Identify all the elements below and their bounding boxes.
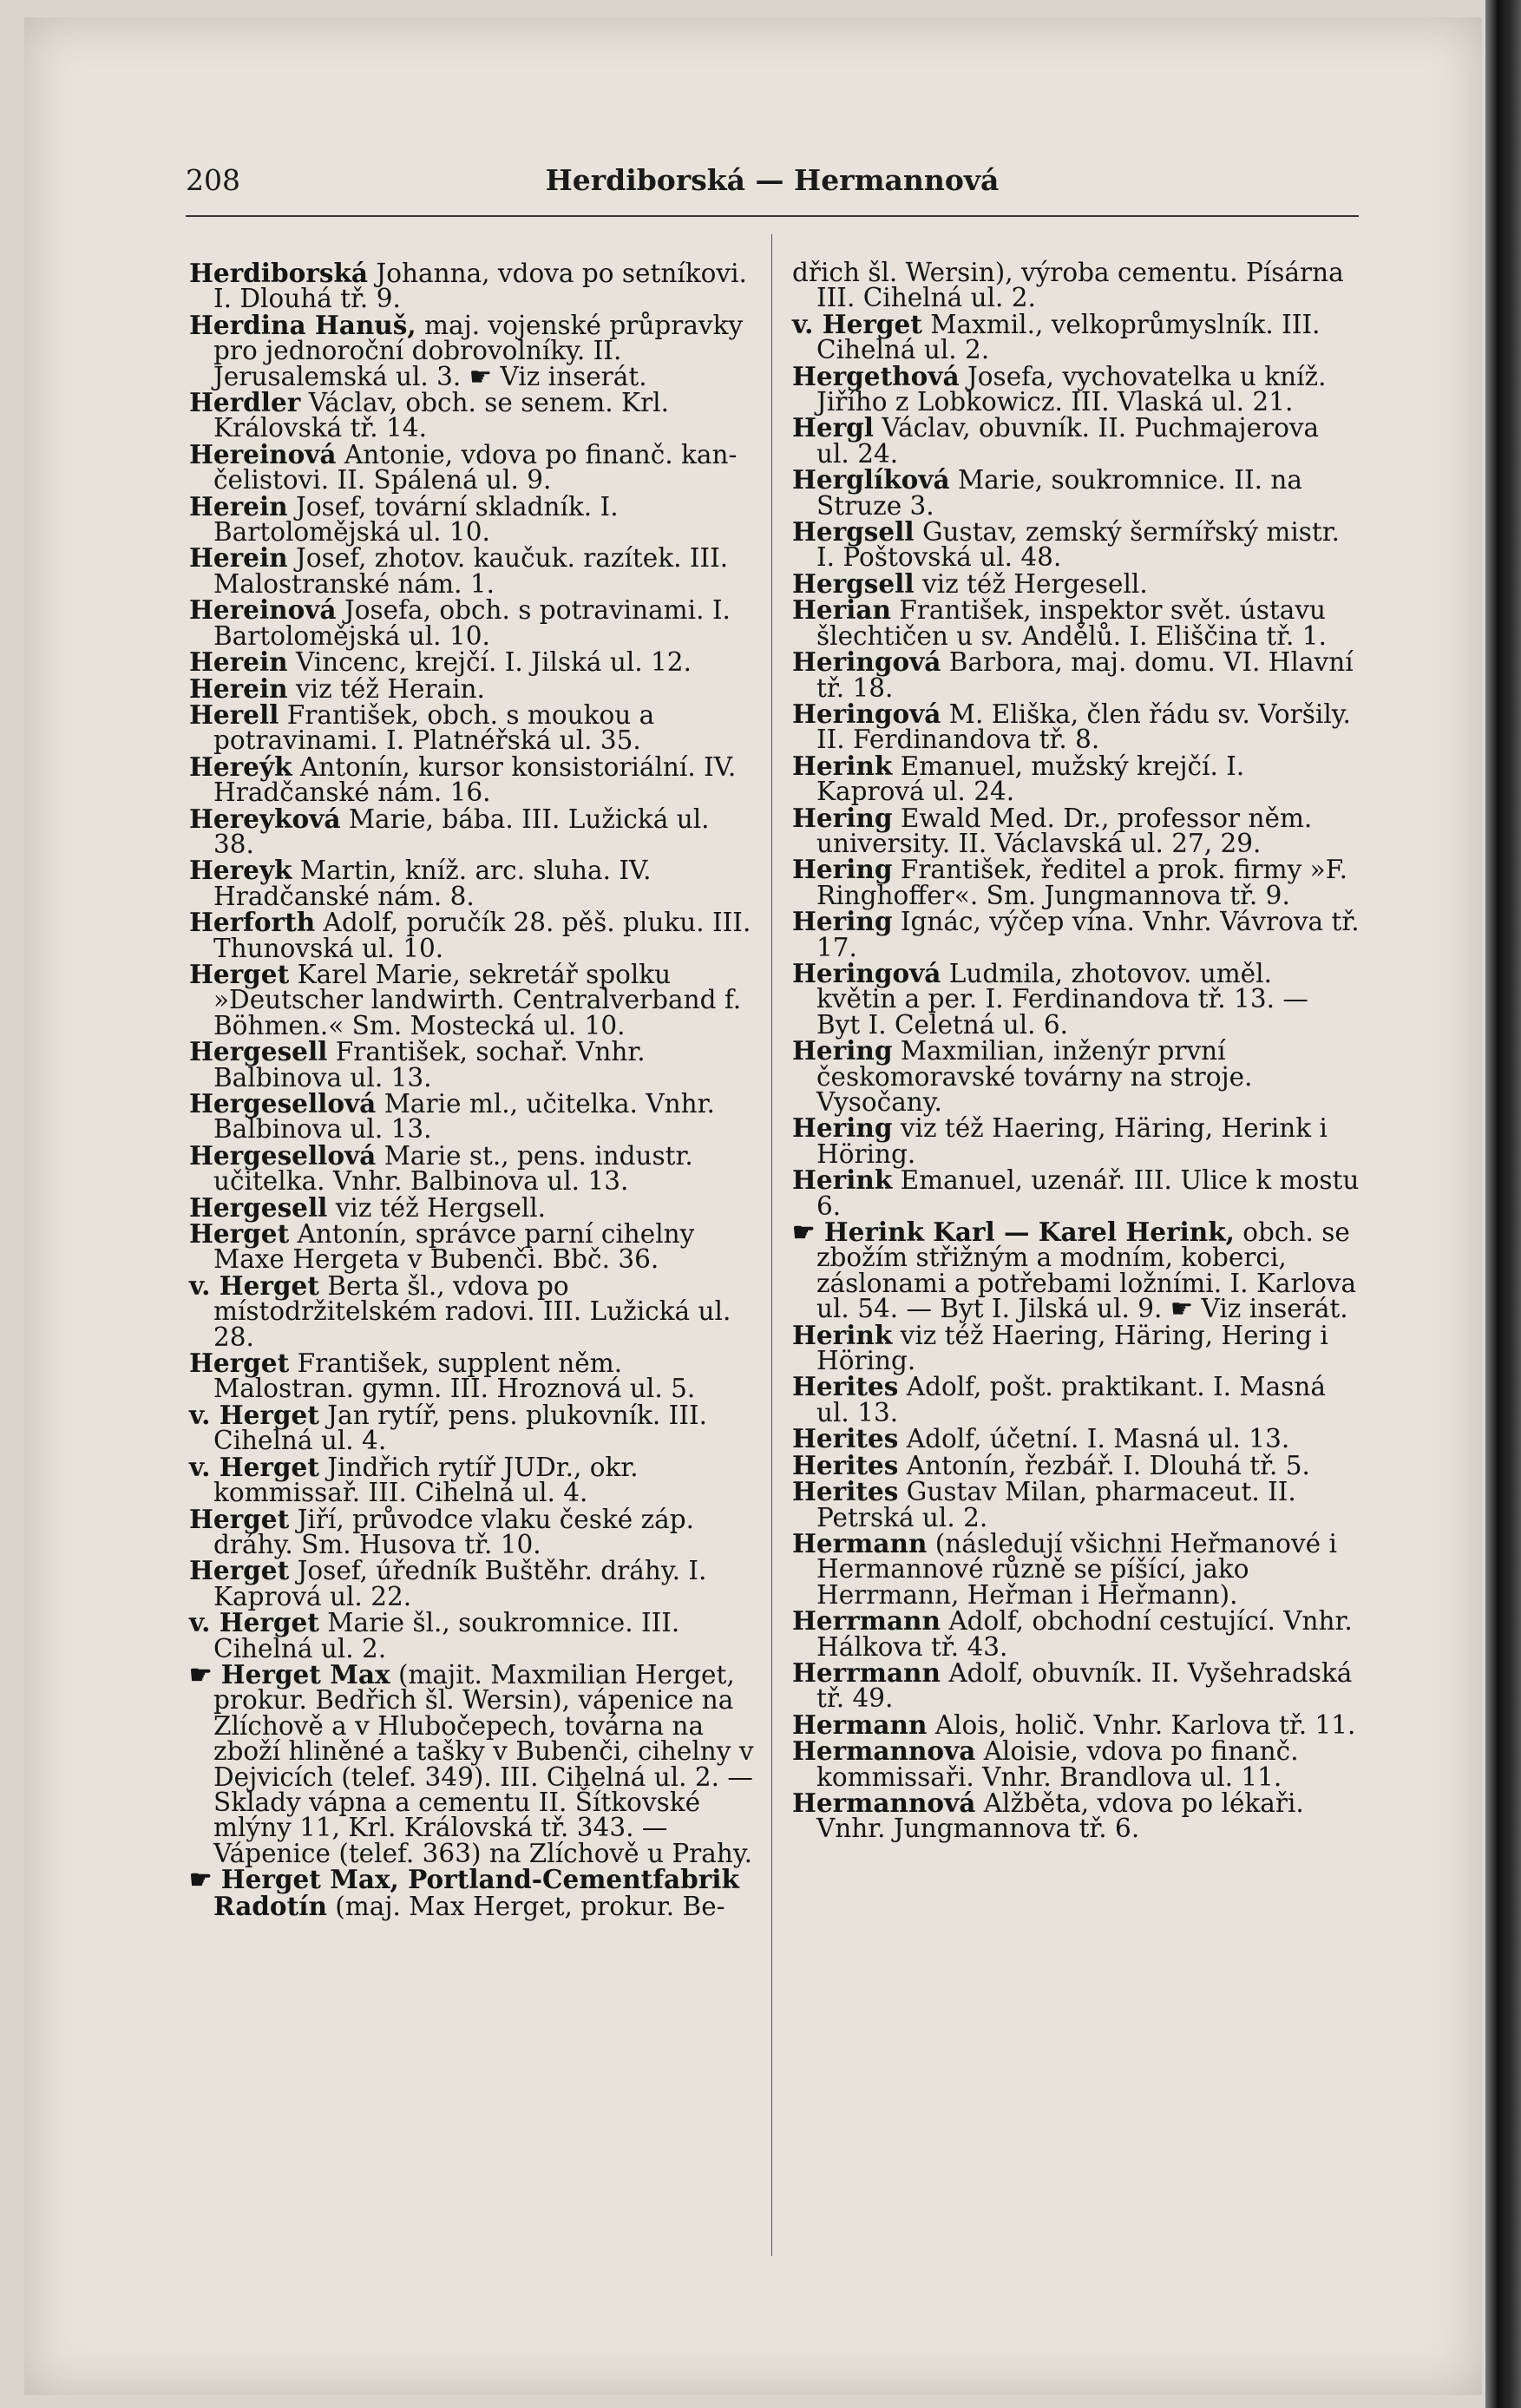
entry-details: Marie st., pens. industr. učitelka. Vnhr. Balbinova ul. 13. [213,1140,693,1197]
entry-details: Ignác, výčep vína. Vnhr. Vávrova tř. 17. [816,907,1360,962]
entry-name: ☛ Herget Max [189,1658,390,1690]
directory-entry [189,542,757,599]
entry-details: Gustav Milan, pharmaceut. II. Petrská ul. 2. [816,1477,1296,1532]
entry-name: v. Herget [189,1607,319,1638]
directory-entry [792,646,1360,703]
directory-entry [792,1449,1360,1480]
directory-entry [189,1399,757,1456]
entry-name: Hermannová [792,1787,976,1818]
directory-entry [792,308,1360,365]
entry-details: Václav, obuvník. II. Puchmajerova ul. 24. [816,413,1320,469]
directory-entry [792,906,1360,962]
entry-details: Karel Marie, sekretář spolku »Deutscher landwirth. Centralverband f. Böhmen.« Sm. Mostecká ul. 10. [213,959,742,1040]
entry-details: František, sochař. Vnhr. Balbinova ul. 13. [213,1037,646,1092]
entry-details: Maxmil., velkoprůmyslník. III. Cihelná ul. 2. [816,309,1321,365]
entry-name: Herglíková [792,464,950,495]
entry-name: Herein [189,673,288,704]
directory-entry [189,438,757,495]
page-number: 208 [186,163,240,197]
entry-name: Herian [792,594,891,626]
directory-entry [792,1709,1360,1740]
directory-entry [189,958,757,1040]
entry-name: Hermann [792,1527,928,1558]
entry-details: Adolf, obuvník. II. Vyšehradská tř. 49. [816,1657,1353,1714]
entry-name: Hereyková [189,803,341,834]
entry-details: Antonín, kursor konsistoriální. IV. Hradčanské nám. 16. [213,751,737,808]
running-title: Herdiborská — Hermannová [545,163,1000,197]
entry-name: Hergesell [189,1036,328,1067]
directory-entry [189,1658,757,1868]
directory-entry [792,360,1360,417]
directory-entry [189,699,757,756]
entry-name: Hergl [792,412,875,443]
entry-name: Herdiborská [189,258,369,288]
entry-details: Antonín, správce parní cihelny Maxe Hergeta v Bubenči. Bbč. 36. [213,1219,695,1275]
entry-name: Herein [189,490,288,522]
directory-entry [792,1112,1360,1169]
directory-entry [189,1607,757,1663]
directory-entry [792,516,1360,573]
entry-name: Herink [792,1319,893,1350]
directory-entry [189,1503,757,1559]
entry-details: viz též Herain. [287,673,485,704]
entry-details: M. Eliška, člen řádu sv. Voršily. II. Ferdinandova tř. 8. [816,699,1351,755]
directory-entry [792,1735,1360,1792]
directory-entry [189,673,757,704]
entry-details: Josef, zhotov. kaučuk. razítek. III. Malostranské nám. 1. [213,543,729,599]
directory-entry [792,856,1360,909]
directory-entry [792,1319,1360,1376]
entry-details: Josef, úředník Buštěhr. dráhy. I. Kaprová ul. 22. [213,1556,707,1611]
directory-entry [792,1035,1360,1117]
directory-entry [792,1423,1360,1454]
entry-name: Herget [189,1218,290,1250]
directory-entry [189,1864,757,1921]
entry-name: Herein [189,646,288,678]
entry-details: Antonín, řezbář. I. Dlouhá tř. 5. [898,1450,1310,1480]
entry-name: Hermann [792,1709,928,1740]
entry-details: dřich šl. Wersin), výroba cementu. Písárna III. Cihelná ul. 2. [792,258,1344,313]
entry-details: maj. vojenské průpravky pro jednoroční dobrovolníky. II. Jerusalemská ul. 3. ☛ Viz inserát. [213,310,744,391]
entry-name: Hereyk [189,855,292,886]
directory-entry [189,1088,757,1145]
entry-name: Hergesellová [189,1139,377,1171]
right-column [792,260,1360,1842]
entry-name: Herget [189,958,290,989]
entry-name: Herget [189,1348,290,1379]
entry-name: Hering [792,906,893,937]
entry-name: v. Herget [189,1451,319,1482]
directory-entry [189,309,757,391]
entry-name: ☛ Herink Karl — Karel Herink, [792,1217,1235,1248]
directory-entry [792,957,1360,1040]
directory-entry [189,646,757,678]
directory-entry [189,751,757,808]
entry-name: Herrmann [792,1605,941,1637]
entry-name: Hergesellová [189,1088,377,1119]
entry-name: Hering [792,1112,893,1144]
entry-name: Hergsell [792,516,915,548]
directory-entry [792,1605,1360,1662]
entry-details: (následují všichni Heřmanové i Hermannové různě se píšící, jako Herrmann, Heřman i Heřmann). [816,1528,1337,1610]
directory-entry [792,1371,1360,1427]
entry-name: Hering [792,854,893,885]
entry-details: Marie, soukromnice. II. na Struze 3. [816,465,1302,521]
directory-entry [792,1527,1360,1610]
entry-details: Josef, tovární skladník. I. Bartolomějská ul. 10. [213,491,619,548]
directory-entry [189,857,757,909]
entry-name: v. Herget [189,1270,319,1301]
directory-entry [189,1036,757,1092]
book-gutter [1485,0,1521,2408]
entry-name: Hering [792,802,893,833]
entry-name: Hering [792,1035,893,1066]
entry-name: ☛ Herget Max, Portland-Cementfabrik Radotín [189,1864,739,1921]
entry-details: viz též Haering, Häring, Hering i Höring. [816,1320,1328,1376]
entry-details: Berta šl., vdova po místodržitelském radovi. III. Lužická ul. 28. [213,1270,731,1352]
directory-entry [792,1167,1360,1219]
directory-entry [189,594,757,651]
entry-details: František, obch. s moukou a potravinami. I. Platnéřská ul. 35. [213,699,655,756]
directory-entry [792,1657,1360,1714]
entry-details: obch. se zbožím střižným a modním, koberci, záslonami a potřebami ložními. I. Karlova ul. 54. — Byt I. Jilská ul. 9. ☛ Viz inserát. [816,1217,1357,1324]
entry-details: František, inspektor svět. ústavu šlechtičen u sv. Andělů. I. Eliščina tř. 1. [816,595,1327,651]
entry-details: Marie ml., učitelka. Vnhr. Balbinova ul. 13. [213,1089,715,1145]
entry-details: Ewald Med. Dr., professor něm. university. II. Václavská ul. 27, 29. [816,803,1313,858]
entry-details: Maxmilian, inženýr první českomoravské továrny na stroje. Vysočany. [816,1036,1253,1117]
entry-name: Herink [792,1165,893,1196]
entry-details: Johanna, vdova po setníkovi. I. Dlouhá tř. 9. [213,259,747,314]
entry-details: František, ředitel a prok. firmy »F. Ringhoffer«. Sm. Jungmannova tř. 9. [816,855,1347,910]
entry-details: Josefa, obch. s potravinami. I. Bartolomějská ul. 10. [213,595,731,651]
entry-name: Hereinová [189,438,337,469]
entry-details: Adolf, účetní. I. Masná ul. 13. [898,1424,1290,1454]
entry-details: Ludmila, zhotovov. uměl. květin a per. I. Ferdinandova tř. 13. — Byt I. Celetná ul. 6. [816,958,1308,1040]
directory-entry [792,464,1360,521]
entry-details: Aloisie, vdova po finanč. kommissaři. Vnhr. Brandlova ul. 11. [816,1736,1299,1792]
entry-details: Antonie, vdova po finanč. kan- čelistovi. II. Spálená ul. 9. [213,439,738,495]
column-divider [771,234,772,2256]
entry-name: Hergsell [792,568,915,599]
entry-name: Herforth [189,907,316,938]
entry-details: Martin, kníž. arc. sluha. IV. Hradčanské nám. 8. [213,856,652,911]
entry-name: Herell [189,699,279,730]
directory-entry [792,1219,1360,1322]
entry-name: Hergesell [189,1191,328,1223]
entry-details: Marie šl., soukromnice. III. Cihelná ul. 2. [213,1608,680,1663]
directory-entry [189,909,757,961]
entry-details: Emanuel, uzenář. III. Ulice k mostu 6. [816,1165,1360,1221]
entry-details: viz též Hergsell. [327,1192,547,1223]
entry-details: Jan rytíř, pens. plukovník. III. Cihelná ul. 4. [213,1400,708,1456]
entry-details: Jindřich rytíř JUDr., okr. kommissař. III. Cihelná ul. 4. [213,1452,639,1508]
entry-details: Vincenc, krejčí. I. Jilská ul. 12. [287,647,692,678]
entry-details: Emanuel, mužský krejčí. I. Kaprová ul. 24. [816,751,1245,807]
entry-details: Alžběta, vdova po lékaři. Vnhr. Jungmannova tř. 6. [816,1788,1304,1844]
entry-name: Herget [189,1503,290,1534]
directory-entry [189,1218,757,1275]
entry-details: viz též Hergesell. [914,568,1148,599]
directory-entry [189,1139,757,1197]
entry-name: Herites [792,1423,899,1454]
header-rule [186,215,1359,217]
entry-name: Hereinová [189,594,337,626]
entry-details: Marie, bába. III. Lužická ul. 38. [213,804,710,859]
entry-name: Heringová [792,646,941,678]
page-header [186,163,1359,208]
entry-name: Herget [189,1555,290,1586]
entry-name: Hergethová [792,360,960,391]
entry-name: Heringová [792,957,941,988]
directory-entry [792,594,1360,651]
directory-entry [189,490,757,548]
directory-entry [189,387,757,443]
directory-entry [189,260,757,312]
directory-entry [792,568,1360,599]
entry-details: (majit. Maxmilian Herget, prokur. Bedřich šl. Wersin), vápenice na Zlíchově a v Hlubočepech, továrna na zboží hliněné a tašky v Bubenči, cihelny v Dejvicích (telef. 349). III. Cihelná ul. 2. — Sklady vápna a cementu II. Šítkovské mlýny 11, Krl. Královská tř. 343. — Vápenice (telef. 363) na Zlíchově u Prahy. [213,1659,754,1868]
entry-name: Herdina Hanuš, [189,309,416,340]
entry-details: Jiří, průvodce vlaku české záp. dráhy. Sm. Husova tř. 10. [213,1504,694,1559]
entry-details: Alois, holič. Vnhr. Karlova tř. 11. [927,1709,1356,1740]
directory-entry [792,260,1360,312]
directory-entry [792,412,1360,469]
directory-entry [189,1555,757,1611]
entry-name: Heringová [792,698,941,729]
directory-entry [792,750,1360,807]
entry-name: Herites [792,1371,899,1402]
entry-details: (maj. Max Herget, prokur. Be- [326,1891,725,1921]
directory-entry [189,1350,757,1402]
entry-name: Hermannova [792,1735,976,1767]
entry-details: Gustav, zemský šermířský mistr. I. Poštovská ul. 48. [816,517,1340,573]
left-column [189,260,757,1919]
entry-name: Herink [792,750,893,781]
entry-details: Adolf, obchodní cestující. Vnhr. Hálkova tř. 43. [816,1606,1353,1662]
entry-details: František, supplent něm. Malostran. gymn. III. Hroznová ul. 5. [213,1348,696,1404]
entry-details: Barbora, maj. domu. VI. Hlavní tř. 18. [816,647,1354,703]
entry-details: Václav, obch. se senem. Krl. Královská tř. 14. [213,388,669,443]
directory-entry [792,698,1360,755]
entry-name: Herrmann [792,1657,941,1688]
directory-entry [792,1476,1360,1532]
entry-name: Herdler [189,387,301,418]
entry-details: Adolf, poručík 28. pěš. pluku. III. Thunovská ul. 10. [213,908,751,963]
directory-entry [189,1270,757,1352]
entry-details: Adolf, pošt. praktikant. I. Masná ul. 13. [816,1372,1326,1427]
entry-name: Herites [792,1449,899,1480]
entry-name: v. Herget [189,1399,319,1430]
directory-entry [189,1191,757,1223]
entry-details: viz též Haering, Häring, Herink i Höring. [816,1113,1328,1169]
directory-entry [189,803,757,859]
entry-details: Josefa, vychovatelka u kníž. Jiřího z Lobkowicz. III. Vlaská ul. 21. [816,361,1327,417]
directory-entry [792,1787,1360,1844]
entry-name: Herites [792,1476,899,1507]
directory-entry [189,1451,757,1508]
entry-name: v. Herget [792,308,922,339]
directory-entry [792,802,1360,858]
entry-name: Hereýk [189,751,292,782]
entry-name: Herein [189,542,288,574]
